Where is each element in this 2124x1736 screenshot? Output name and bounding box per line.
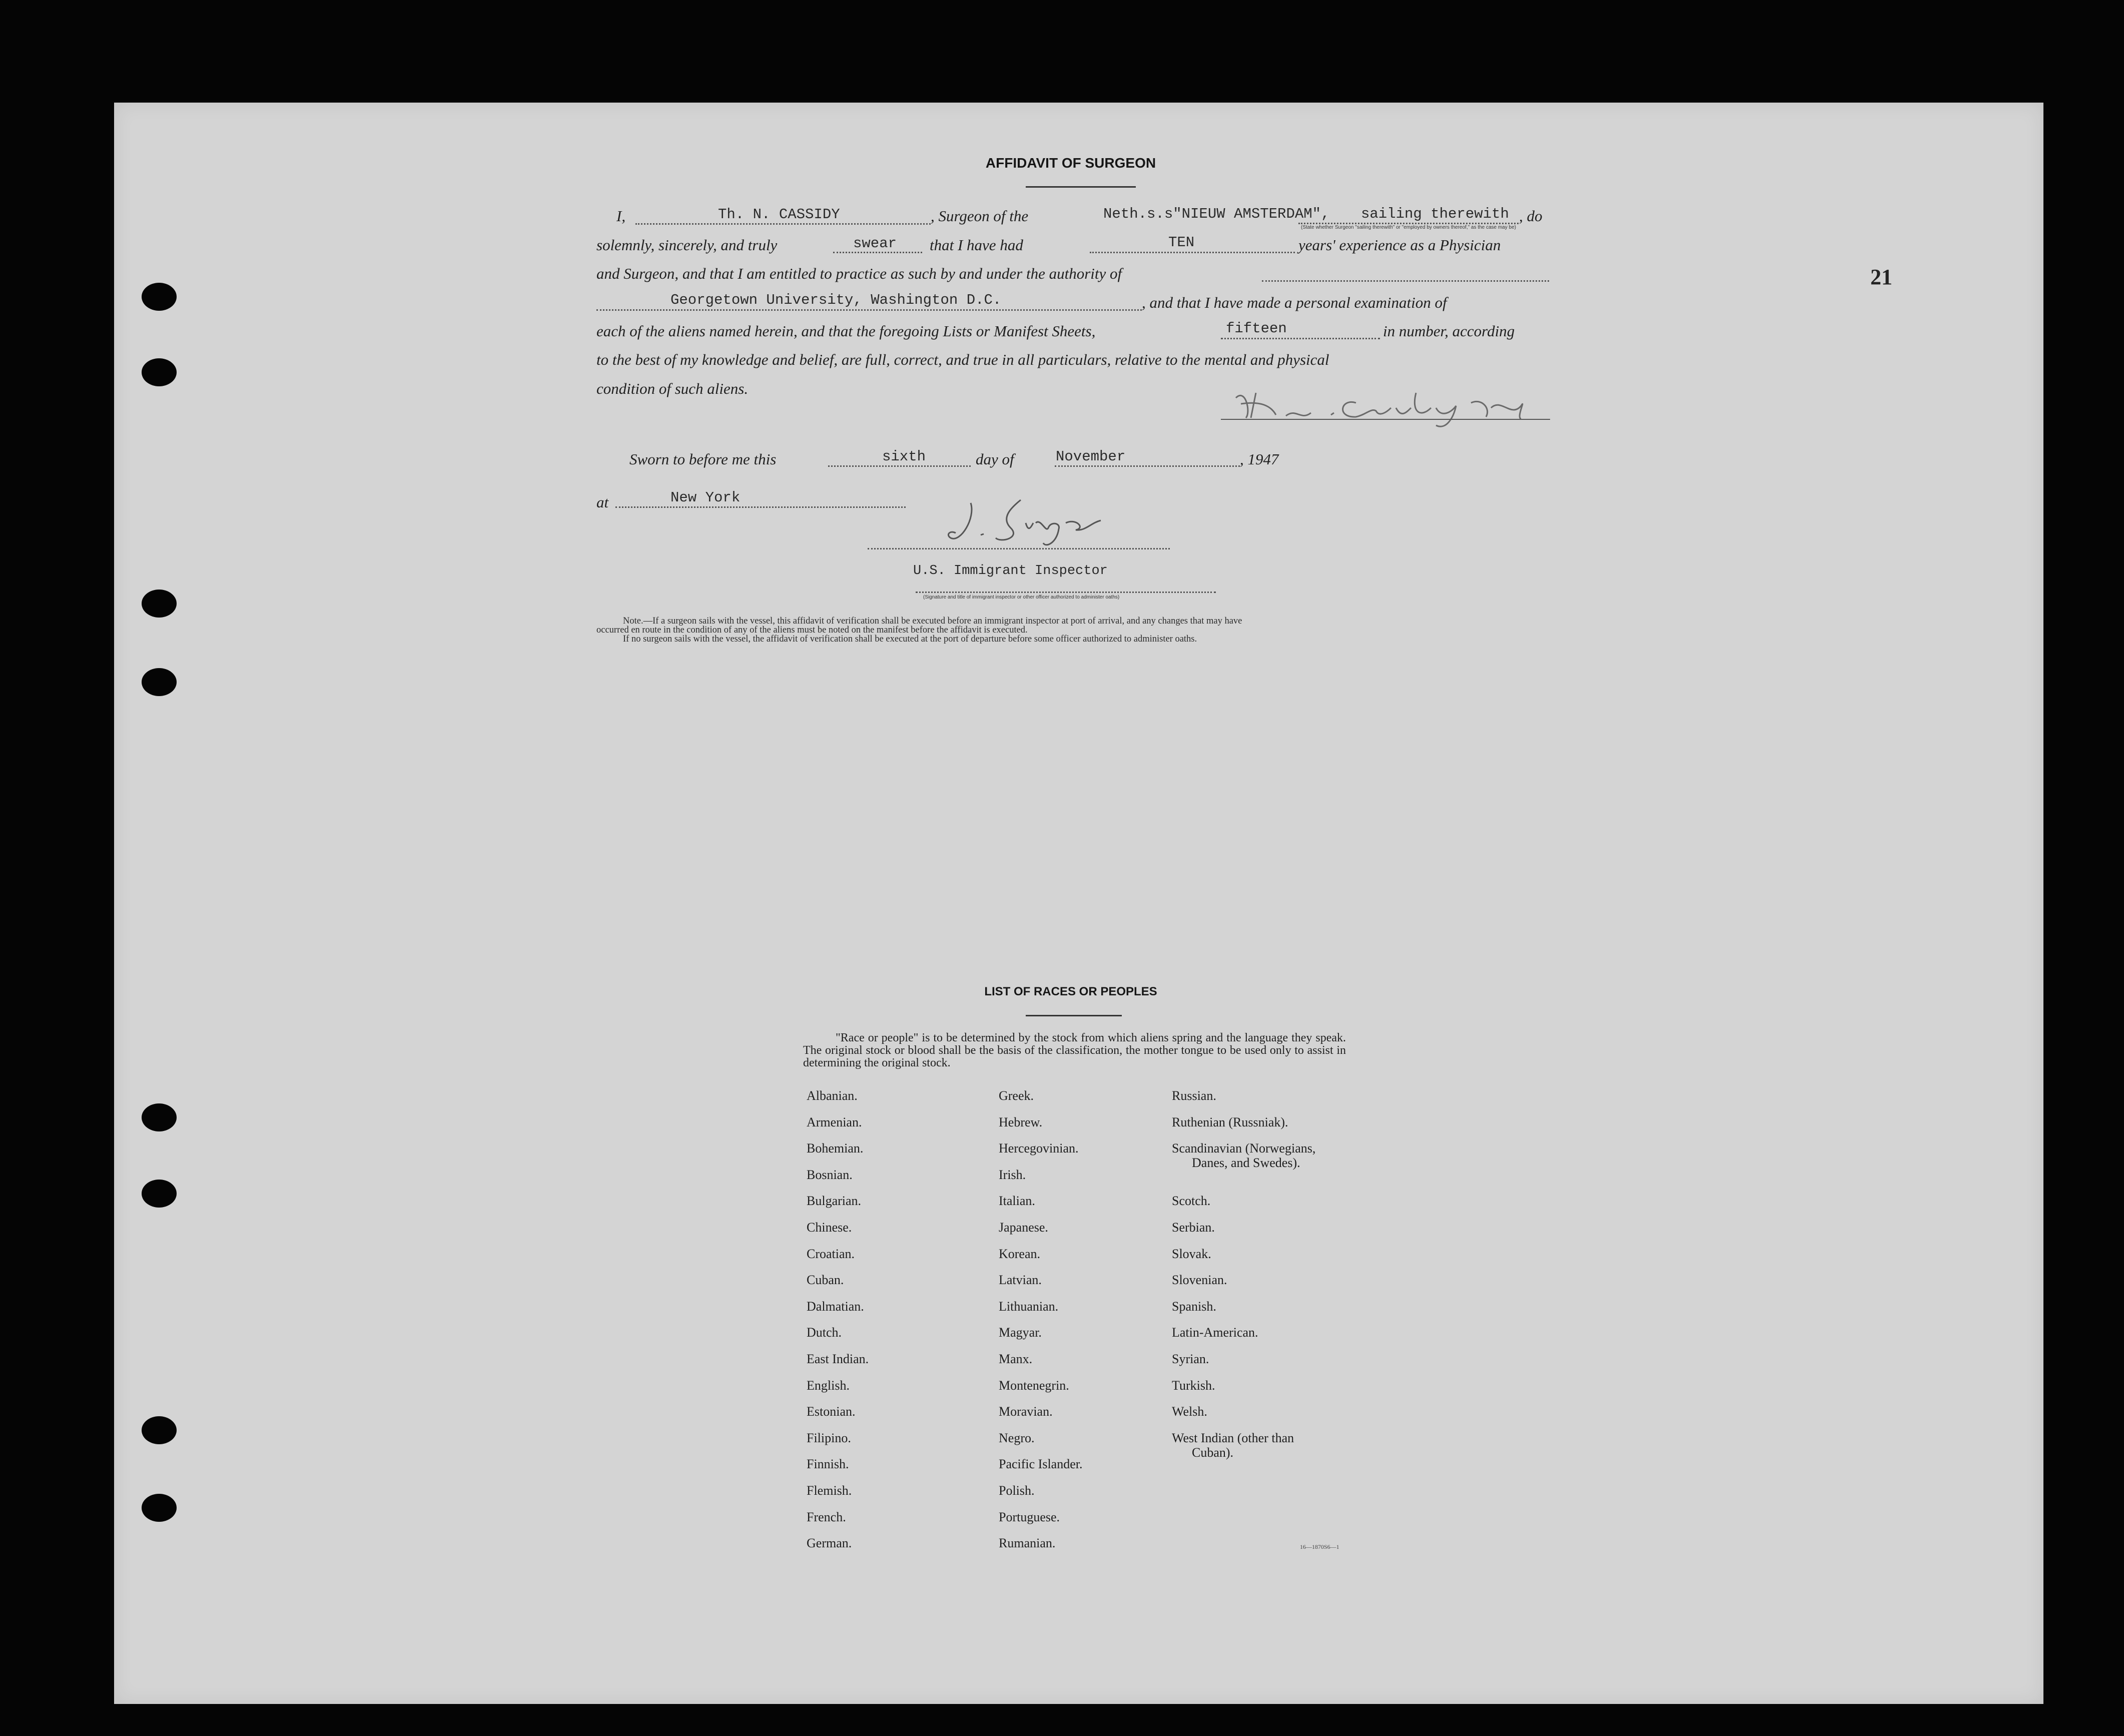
line2-pre: solemnly, sincerely, and truly: [596, 236, 778, 254]
race-item: Polish.: [999, 1483, 1035, 1498]
race-item: Montenegrin.: [999, 1378, 1069, 1393]
race-item: Hebrew.: [999, 1114, 1043, 1129]
race-item: Bosnian.: [807, 1167, 853, 1182]
years-line: [1090, 252, 1295, 253]
affidavit-i: I,: [616, 207, 626, 225]
affidavit-title: AFFIDAVIT OF SURGEON: [985, 155, 1156, 171]
race-item: Magyar.: [999, 1325, 1042, 1340]
race-item: Finnish.: [807, 1457, 849, 1472]
authority-line-1: [1262, 280, 1549, 282]
inspector-caption: (Signature and title of immigrant inspector or other officer authorized to administer oaths): [923, 595, 1120, 600]
race-item: Moravian.: [999, 1404, 1053, 1419]
race-item: Estonian.: [807, 1404, 856, 1419]
line6: to the best of my knowledge and belief, are full, correct, and true in all particulars, relative to the mental and physical: [596, 351, 1329, 368]
day-line: [828, 465, 971, 467]
place-line: [615, 506, 906, 508]
surgeon-name: Th. N. CASSIDY: [718, 206, 840, 223]
inspector-signature: [941, 493, 1121, 553]
surgeon-of-the: , Surgeon of the: [931, 207, 1029, 225]
count-line: [1221, 338, 1380, 339]
race-item: Danes, and Swedes).: [1192, 1155, 1300, 1171]
years-value: TEN: [1168, 234, 1195, 251]
race-item: Irish.: [999, 1167, 1026, 1182]
race-item: Armenian.: [807, 1114, 862, 1129]
inspector-title-line: [916, 592, 1216, 593]
sailing-footnote: (State whether Surgeon "sailing therewith" or "employed by owners thereof," as the case may be): [1301, 225, 1516, 230]
signature-line: [1221, 419, 1550, 420]
note-line-2: occurred en route in the condition of any of the aliens must be noted on the manifest before the affidavit is executed.: [596, 625, 1028, 635]
line2-post: years' experience as a Physician: [1298, 236, 1501, 254]
race-item: Welsh.: [1172, 1404, 1207, 1419]
race-item: Ruthenian (Russniak).: [1172, 1114, 1288, 1129]
race-item: Bohemian.: [807, 1141, 864, 1156]
punch-hole: [142, 283, 177, 311]
races-intro: "Race or people" is to be determined by the stock from which aliens spring and the language they speak. The original stock or blood shall be the basis of the classification, the mother tongue to be used only to assist in determining the original stock.: [803, 1031, 1346, 1069]
race-item: Lithuanian.: [999, 1299, 1059, 1314]
punch-hole: [142, 590, 177, 618]
sworn-year: , 1947: [1240, 450, 1279, 468]
at-place: New York: [670, 489, 741, 506]
race-item: Bulgarian.: [807, 1194, 862, 1209]
race-item: English.: [807, 1378, 850, 1393]
race-item: Croatian.: [807, 1246, 855, 1261]
race-item: Cuban.: [807, 1273, 844, 1288]
race-item: Manx.: [999, 1352, 1033, 1366]
punch-hole: [142, 1494, 177, 1522]
note-line-1: Note.—If a surgeon sails with the vessel, this affidavit of verification shall be executed before an immigrant inspector at port of arrival, and any changes that may have: [623, 616, 1242, 626]
line3: and Surgeon, and that I am entitled to practice as such by and under the authority of: [596, 265, 1122, 282]
race-item: Turkish.: [1172, 1378, 1215, 1393]
race-item: Syrian.: [1172, 1352, 1209, 1366]
race-item: Slovak.: [1172, 1246, 1211, 1261]
oath-line: [833, 252, 922, 253]
name-line: [635, 223, 931, 225]
race-item: Pacific Islander.: [999, 1457, 1083, 1472]
punch-hole: [142, 1180, 177, 1208]
race-item: Korean.: [999, 1246, 1041, 1261]
race-item: Negro.: [999, 1430, 1035, 1445]
line2-mid: that I have had: [930, 236, 1023, 254]
race-item: Filipino.: [807, 1430, 851, 1445]
month-line: [1055, 465, 1240, 467]
sworn-day-of: day of: [976, 450, 1014, 468]
title-rule: [1026, 186, 1136, 188]
authority-line-2: [596, 309, 1142, 311]
race-item: Italian.: [999, 1194, 1035, 1209]
sworn-pre: Sworn to before me this: [629, 450, 777, 468]
race-item: West Indian (other than: [1172, 1430, 1294, 1445]
punch-hole: [142, 1416, 177, 1444]
race-item: Scotch.: [1172, 1194, 1211, 1209]
inspector-line: [868, 548, 1170, 549]
race-item: Latin-American.: [1172, 1325, 1258, 1340]
sheets-count: fifteen: [1226, 320, 1287, 337]
race-item: Japanese.: [999, 1220, 1048, 1235]
inspector-title: U.S. Immigrant Inspector: [913, 563, 1108, 578]
line5-post: in number, according: [1383, 322, 1515, 340]
race-item: Serbian.: [1172, 1220, 1215, 1235]
race-item: Slovenian.: [1172, 1273, 1227, 1288]
surgeon-signature: [1231, 378, 1551, 433]
race-item: Greek.: [999, 1088, 1034, 1103]
races-title: LIST OF RACES OR PEOPLES: [984, 985, 1157, 998]
race-item: East Indian.: [807, 1352, 869, 1366]
line4-post: , and that I have made a personal examination of: [1142, 294, 1447, 311]
race-item: Chinese.: [807, 1220, 852, 1235]
race-item: Rumanian.: [999, 1536, 1056, 1551]
race-item: Portuguese.: [999, 1509, 1060, 1524]
line5-pre: each of the aliens named herein, and that the foregoing Lists or Manifest Sheets,: [596, 322, 1096, 340]
affidavit-do: , do: [1519, 207, 1543, 225]
race-item: Dutch.: [807, 1325, 842, 1340]
race-item: German.: [807, 1536, 852, 1551]
punch-hole: [142, 668, 177, 696]
race-item: Latvian.: [999, 1273, 1042, 1288]
line7: condition of such aliens.: [596, 380, 749, 397]
race-item: Flemish.: [807, 1483, 852, 1498]
sailing-therewith: sailing therewith: [1361, 206, 1509, 222]
sworn-month: November: [1056, 448, 1126, 465]
sailing-line: [1298, 223, 1519, 224]
race-item: Cuban).: [1192, 1445, 1234, 1460]
sworn-day: sixth: [882, 448, 926, 465]
race-item: Albanian.: [807, 1088, 858, 1103]
race-item: Russian.: [1172, 1088, 1216, 1103]
authority-value: Georgetown University, Washington D.C.: [670, 292, 1002, 308]
vessel-name: Neth.s.s"NIEUW AMSTERDAM",: [1103, 206, 1330, 222]
race-item: French.: [807, 1509, 846, 1524]
races-title-rule: [1026, 1015, 1122, 1016]
race-item: Scandinavian (Norwegians,: [1172, 1141, 1316, 1156]
race-item: Spanish.: [1172, 1299, 1216, 1314]
race-item: Hercegovinian.: [999, 1141, 1079, 1156]
at-label: at: [596, 493, 609, 511]
page-number: 21: [1870, 265, 1892, 289]
note-line-3: If no surgeon sails with the vessel, the affidavit of verification shall be executed at the port of departure before some officer authorized to administer oaths.: [623, 634, 1197, 644]
punch-hole: [142, 358, 177, 386]
oath-value: swear: [853, 235, 897, 252]
race-item: Dalmatian.: [807, 1299, 864, 1314]
punch-hole: [142, 1103, 177, 1131]
form-number: 16—1870S6—1: [1300, 1543, 1339, 1550]
